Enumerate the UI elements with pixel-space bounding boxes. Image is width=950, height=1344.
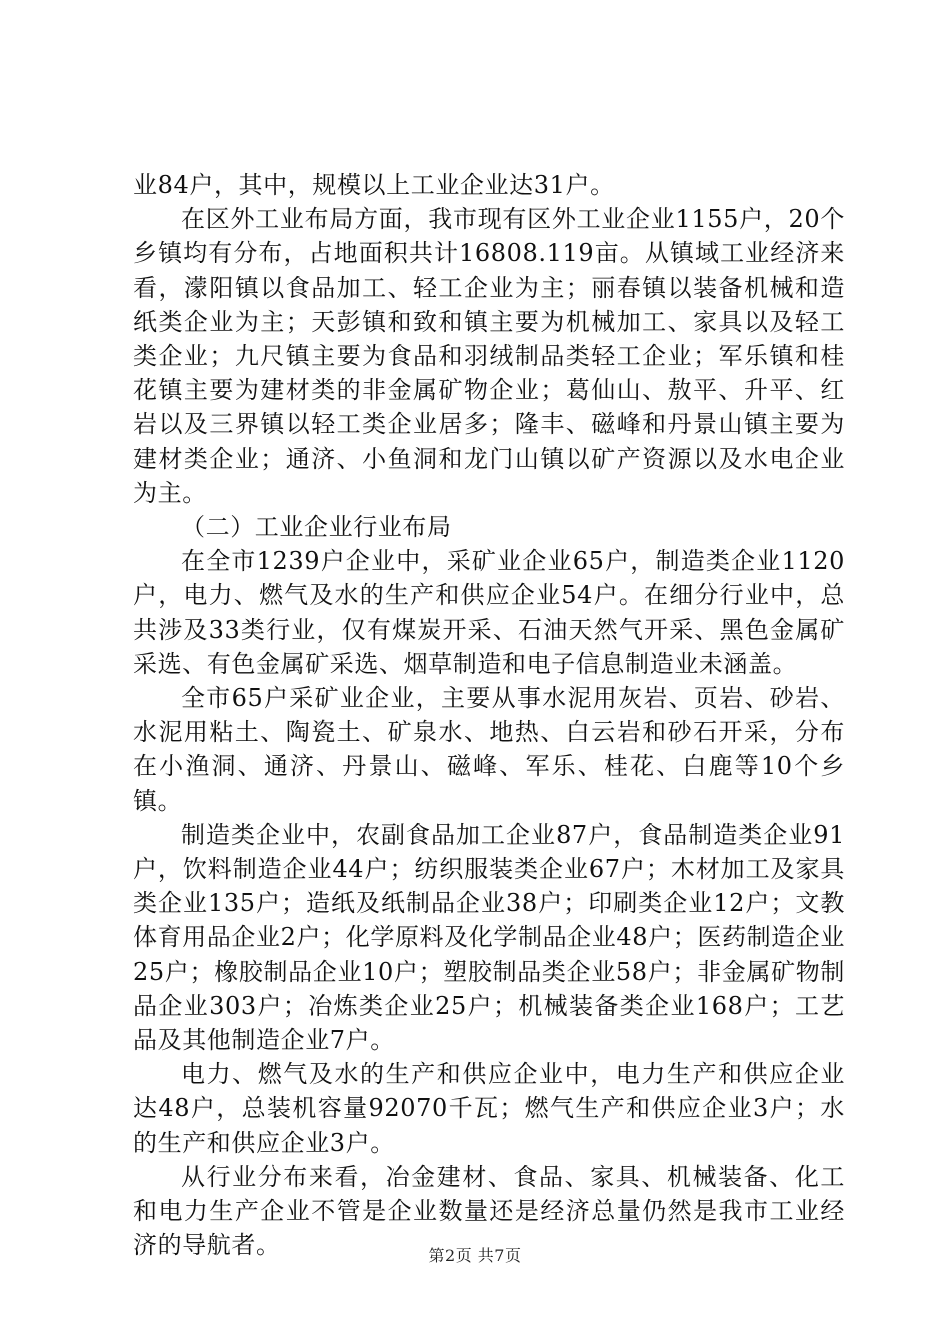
section-heading: （二）工业企业行业布局	[181, 513, 452, 542]
page-number-footer: 第2页 共7页	[428, 1246, 522, 1265]
document-body	[133, 168, 845, 1263]
paragraph-utilities: 电力、燃气及水的生产和供应企业中，电力生产和供应企业达48户，总装机容量92070千瓦；燃气生产和供应企业3户；水的生产和供应企业3户。	[133, 1060, 845, 1157]
paragraph-mining: 全市65户采矿业企业，主要从事水泥用灰岩、页岩、砂岩、水泥用粘土、陶瓷土、矿泉水、地热、白云岩和砂石开采，分布在小渔洞、通济、丹景山、磁峰、军乐、桂花、白鹿等10个乡镇。	[133, 684, 845, 815]
paragraph-summary: 从行业分布来看，冶金建材、食品、家具、机械装备、化工和电力生产企业不管是企业数量还是经济总量仍然是我市工业经济的导航者。	[133, 1162, 845, 1260]
paragraph-industry-overview: 在全市1239户企业中，采矿业企业65户，制造类企业1120户，电力、燃气及水的生产和供应企业54户。在细分行业中，总共涉及33类行业，仅有煤炭开采、石油天然气开采、黑色金属矿采选、有色金属矿采选、烟草制造和电子信息制造业未涵盖。	[133, 547, 845, 678]
paragraph-manufacturing: 制造类企业中，农副食品加工企业87户，食品制造类企业91户，饮料制造企业44户；纺织服装类企业67户；木材加工及家具类企业135户；造纸及纸制品企业38户；印刷类企业12户；文教体育用品企业2户；化学原料及化学制品企业48户；医药制造企业25户；橡胶制品企业10户；塑胶制品类企业58户；非金属矿物制品企业303户；冶炼类企业25户；机械装备类企业168户；工艺品及其他制造企业7户。	[133, 820, 845, 1055]
paragraph-continuation: 业84户，其中，规模以上工业企业达31户。	[133, 171, 615, 199]
paragraph-regional-layout: 在区外工业布局方面，我市现有区外工业企业1155户，20个乡镇均有分布，占地面积共计16808.119亩。从镇域工业经济来看，濛阳镇以食品加工、轻工企业为主；丽春镇以装备机械和造纸类企业为主；天彭镇和致和镇主要为机械加工、家具以及轻工类企业；九尺镇主要为食品和羽绒制品类轻工企业；军乐镇和桂花镇主要为建材类的非金属矿物企业；葛仙山、敖平、升平、红岩以及三界镇以轻工类企业居多；隆丰、磁峰和丹景山镇主要为建材类企业；通济、小鱼洞和龙门山镇以矿产资源以及水电企业为主。	[133, 205, 845, 507]
